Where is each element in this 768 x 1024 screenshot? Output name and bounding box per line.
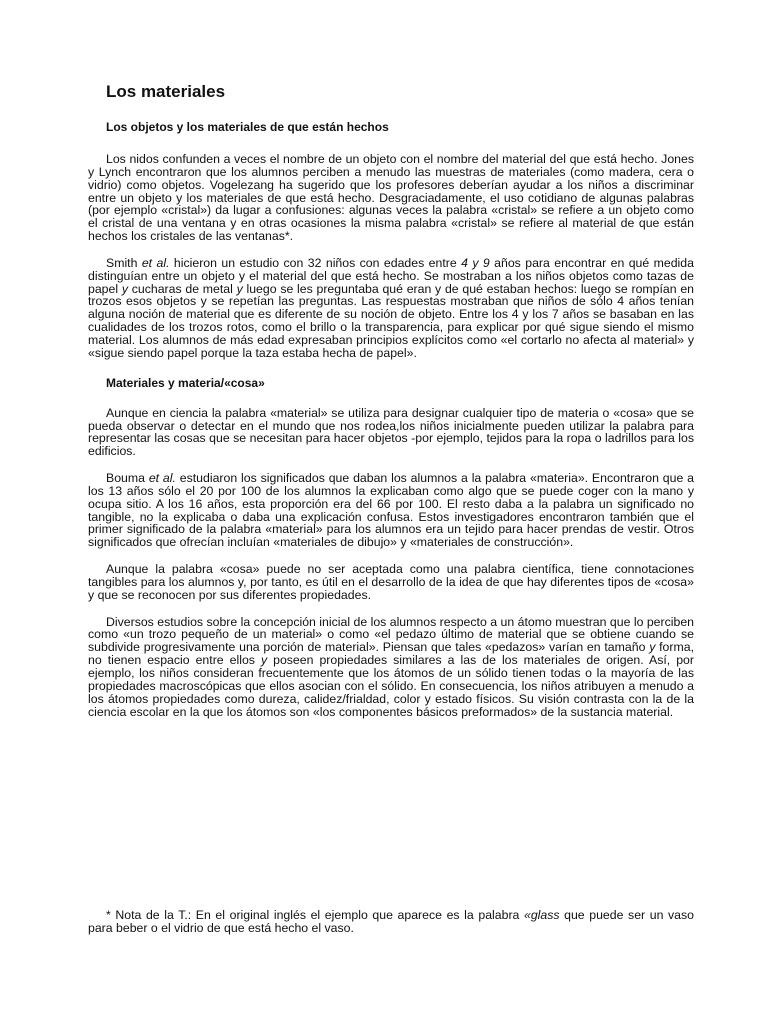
paragraph-2 — [88, 257, 694, 360]
italic-y: y — [260, 653, 268, 668]
text-span: que puede ser un vaso para beber o el vidrio de que está hecho el vaso. — [88, 908, 694, 935]
paragraph-5: Aunque la palabra «cosa» puede no ser aceptada como una palabra científica, tiene connotaciones tangibles para los alumnos y, por tanto, es útil en el desarrollo de la idea de que hay diferentes tipos de «cosa» y que se reconocen por sus diferentes propiedades. — [88, 562, 694, 602]
text-span: estudiaron los significados que daban los alumnos a la palabra «materia». Encontraron que a los 13 años sólo el 20 por 100 de los alumnos la explicaban como algo que se puede coger con la mano y ocupa sitio. A los 16 años, esta proporción era del 66 por 100. El resto daba a la palabra un significado no tangible, no la explicaba o daba una explicación confusa. Estos investigadores encontraron también que el primer significado de la palabra «material» para los alumnos era un tejido para hacer prendas de vestir. Otros significados que ofrecían incluían «materiales de dibujo» y «materiales de construcción». — [88, 471, 694, 550]
text-span: Diversos estudios sobre la concepción inicial de los alumnos respecto a un átomo muestran que lo perciben como «un trozo pequeño de un material» o como «el pedazo último de material que se obtiene cuando se subdivide progresivamente una porción de material». Piensan que tales «pedazos» varían en tamaño — [88, 614, 694, 655]
paragraph-3: Aunque en ciencia la palabra «material» se utiliza para designar cualquier tipo de materia o «cosa» que se pueda observar o detectar en el mundo que nos rodea,los niños inicialmente pueden utilizar la palabra para representar las cosas que se necesitan para hacer objetos -por ejemplo, tejidos para la ropa o ladrillos para los edificios. — [88, 405, 694, 459]
text-span: años para encontrar en qué medida distinguían entre un objeto y el material del que está hecho. Se mostraban a los niños objetos como tazas de papel — [88, 255, 694, 296]
italic-ages: 4 y 9 — [461, 255, 490, 270]
italic-y: y — [121, 281, 128, 296]
section-heading-objetos: Los objetos y los materiales de que están hechos — [106, 120, 389, 134]
text-span: poseen propiedades similares a las de los materiales de origen. Así, por ejemplo, los niños consideran frecuentemente que los átomos de un sólido tienen todas o la mayoría de las propiedades macroscópicas que ellos asocian con el sólido. En consecuencia, los niños atribuyen a menudo a los átomos propiedades como dureza, calidez/frialdad, color y estado físicos. Su visión contrasta con la de la ciencia escolar en la que los átomos son «los componentes básicos preformados» de la sustancia material. — [88, 653, 694, 719]
text-span: cucharas de metal — [127, 281, 237, 296]
document-page — [88, 82, 694, 718]
italic-etal: et al. — [148, 471, 176, 486]
text-span: forma, no tienen espacio entre ellos — [88, 640, 694, 668]
footnote — [88, 909, 694, 935]
paragraph-6 — [88, 616, 694, 719]
italic-y: y — [236, 281, 243, 296]
paragraph-4 — [88, 472, 694, 549]
italic-glass: «glass — [523, 908, 560, 922]
text-span: Smith — [106, 255, 142, 270]
text-span: * Nota de la T.: En el original inglés el ejemplo que aparece es la palabra — [106, 908, 524, 922]
text-span: Bouma — [106, 471, 149, 486]
text-span: hicieron un estudio con 32 niños con edades entre — [169, 255, 462, 270]
italic-y: y — [649, 640, 656, 655]
page-title: Los materiales — [106, 82, 226, 101]
section-heading-materia: Materiales y materia/«cosa» — [106, 375, 265, 390]
text-span: luego se les preguntaba qué eran y de qué estaban hechos: luego se rompían en trozos esos objetos y se repetían las preguntas. Las respuestas mostraban que niños de sólo 4 años tenían alguna noción de material que es diferente de su noción de objeto. Entre los 4 y los 7 años se basaban en las cualidades de los trozos rotos, como el brillo o la transparencia, para explicar por qué sigue siendo el mismo material. Los alumnos de más edad expresaban principios explícitos como «el cortarlo no afecta al material» y «sigue siendo papel porque la taza estaba hecha de papel». — [88, 281, 694, 360]
paragraph-1: Los nidos confunden a veces el nombre de un objeto con el nombre del material del que está hecho. Jones y Lynch encontraron que los alumnos perciben a menudo las muestras de materiales (como madera, cera o vidrio) como objetos. Vogelezang ha sugerido que los profesores deberían ayudar a los niños a discriminar entre un objeto y los materiales de que está hecho. Desgraciadamente, el uso cotidiano de algunas palabras (por ejemplo «cristal») da lugar a confusiones: algunas veces la palabra «cristal» se refiere a un objeto como el cristal de una ventana y en otras ocasiones la misma palabra «cristal» se refiere al material de que están hechos los cristales de las ventanas*. — [88, 152, 694, 244]
italic-etal: et al. — [141, 255, 170, 270]
